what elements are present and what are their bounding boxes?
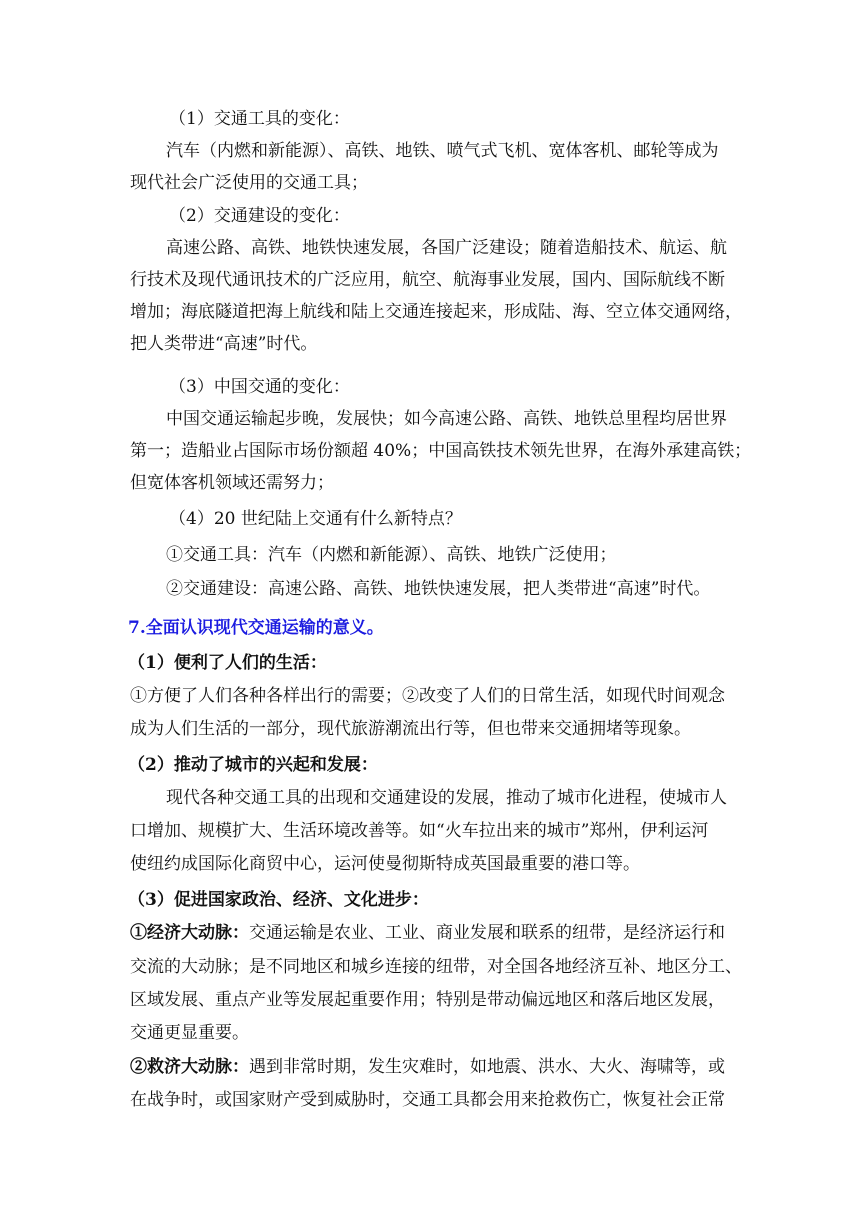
paragraph-line xyxy=(130,922,725,944)
paragraph-line: 交通更显重要。 xyxy=(130,1023,249,1043)
paragraph-line: 第一；造船业占国际市场份额超 40%；中国高铁技术领先世界，在海外承建高铁； xyxy=(130,441,752,461)
subheading-transport-tools: （1）交通工具的变化： xyxy=(169,109,350,129)
subheading-convenience: （1）便利了人们的生活： xyxy=(128,653,327,673)
paragraph-line xyxy=(130,1056,725,1078)
subheading-cities: （2）推动了城市的兴起和发展： xyxy=(128,755,378,775)
paragraph-line: 现代各种交通工具的出现和交通建设的发展，推动了城市化进程，使城市人 xyxy=(166,788,727,808)
paragraph-line: 使纽约成国际化商贸中心，运河使曼彻斯特成英国最重要的港口等。 xyxy=(130,854,640,874)
label-relief-artery: ②救济大动脉： xyxy=(130,1057,249,1077)
subheading-china-transport: （3）中国交通的变化： xyxy=(169,377,350,397)
paragraph-line: ②交通建设：高速公路、高铁、地铁快速发展，把人类带进“高速”时代。 xyxy=(166,579,711,599)
paragraph-line: 行技术及现代通讯技术的广泛应用，航空、航海事业发展，国内、国际航线不断 xyxy=(130,270,725,290)
paragraph-line: 在战争时，或国家财产受到威胁时，交通工具都会用来抢救伤亡，恢复社会正常 xyxy=(130,1090,725,1110)
paragraph-line: 交流的大动脉；是不同地区和城乡连接的纽带，对全国各地经济互补、地区分工、 xyxy=(130,957,742,977)
paragraph-line: 增加；海底隧道把海上航线和陆上交通连接起来，形成陆、海、空立体交通网络， xyxy=(130,302,742,322)
paragraph-text: 交通运输是农业、工业、商业发展和联系的纽带，是经济运行和 xyxy=(249,923,725,943)
label-economic-artery: ①经济大动脉： xyxy=(130,923,249,943)
paragraph-text: 遇到非常时期，发生灾难时，如地震、洪水、大火、海啸等，或 xyxy=(249,1057,725,1077)
paragraph-line: ①交通工具：汽车（内燃和新能源）、高铁、地铁广泛使用； xyxy=(166,545,617,565)
paragraph-line: 汽车（内燃和新能源）、高铁、地铁、喷气式飞机、宽体客机、邮轮等成为 xyxy=(166,141,719,161)
subheading-transport-construction: （2）交通建设的变化： xyxy=(169,206,350,226)
paragraph-line: 成为人们生活的一部分，现代旅游潮流出行等，但也带来交通拥堵等现象。 xyxy=(130,719,691,739)
paragraph-line: 中国交通运输起步晚，发展快；如今高速公路、高铁、地铁总里程均居世界 xyxy=(166,409,727,429)
subheading-new-features: （4）20 世纪陆上交通有什么新特点？ xyxy=(169,509,462,529)
paragraph-line: 把人类带进“高速”时代。 xyxy=(130,334,318,354)
paragraph-line: 现代社会广泛使用的交通工具； xyxy=(130,173,368,193)
subheading-national-progress: （3）促进国家政治、经济、文化进步： xyxy=(128,890,429,910)
paragraph-line: 区域发展、重点产业等发展起重要作用；特别是带动偏远地区和落后地区发展， xyxy=(130,990,725,1010)
paragraph-line: 口增加、规模扩大、生活环境改善等。如“火车拉出来的城市”郑州，伊利运河 xyxy=(130,821,709,841)
paragraph-line: ①方便了人们各种各样出行的需要；②改变了人们的日常生活，如现代时间观念 xyxy=(130,686,725,706)
section-title: 7.全面认识现代交通运输的意义。 xyxy=(128,618,384,638)
paragraph-line: 高速公路、高铁、地铁快速发展，各国广泛建设；随着造船技术、航运、航 xyxy=(166,238,727,258)
paragraph-line: 但宽体客机领域还需努力； xyxy=(130,473,334,493)
